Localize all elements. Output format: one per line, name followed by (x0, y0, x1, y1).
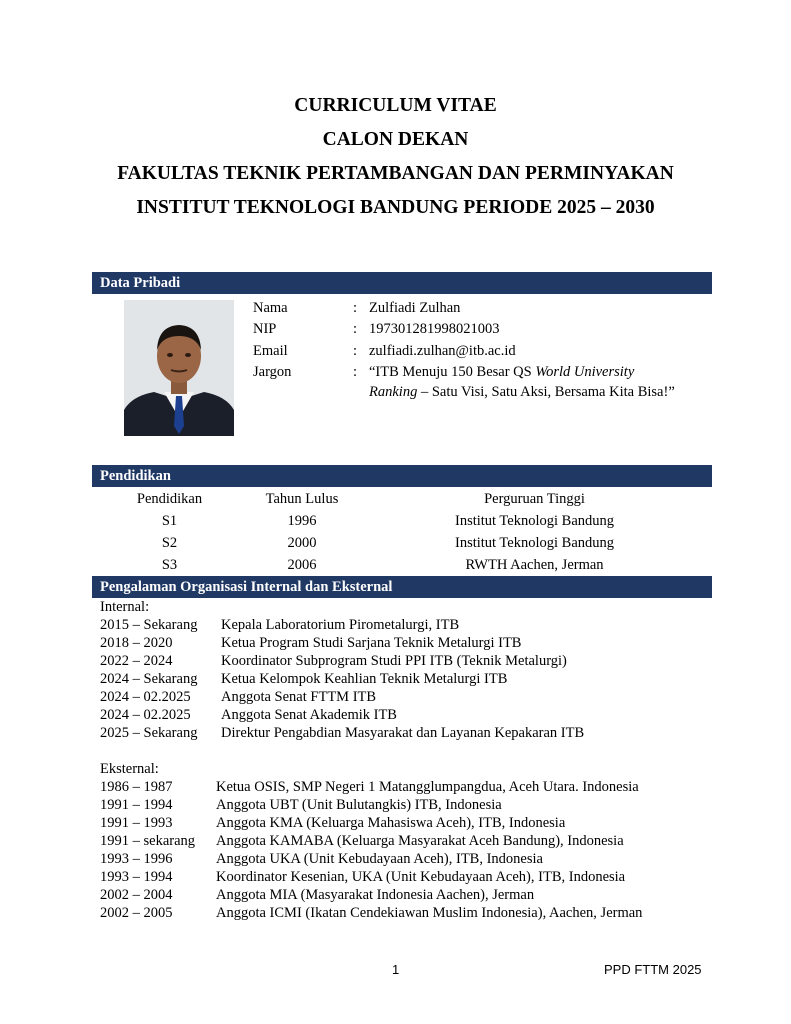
table-row (92, 532, 712, 554)
degree-cell: S1 (161, 513, 178, 529)
page-number: 1 (392, 962, 400, 977)
description: Koordinator Subprogram Studi PPI ITB (Teknik Metalurgi) (221, 653, 567, 669)
period: 1991 – sekarang (100, 833, 196, 849)
jargon-italic-1: World University (535, 364, 635, 380)
year-cell: 2006 (287, 557, 317, 573)
description: Anggota KAMABA (Keluarga Masyarakat Aceh Bandung), Indonesia (216, 833, 624, 849)
year-cell: 2000 (287, 535, 317, 551)
field-colon: : (353, 364, 358, 380)
year-cell: 1996 (287, 513, 317, 529)
title-line-1: CURRICULUM VITAE (294, 95, 497, 116)
field-label: NIP (253, 321, 277, 337)
description: Koordinator Kesenian, UKA (Unit Kebudayaan Aceh), ITB, Indonesia (216, 869, 626, 885)
university-cell: Institut Teknologi Bandung (454, 513, 615, 529)
description: Ketua OSIS, SMP Negeri 1 Matangglumpangdua, Aceh Utara. Indonesia (216, 779, 639, 795)
degree-cell: S3 (161, 557, 178, 573)
table-row (92, 510, 712, 532)
degree-cell: S2 (161, 535, 178, 551)
document-code: PPD FTTM 2025 (604, 962, 702, 977)
column-header: Pendidikan (136, 491, 203, 507)
field-label: Email (253, 343, 288, 359)
period: 1986 – 1987 (100, 779, 173, 795)
section-header-personal: Data Pribadi (92, 272, 712, 294)
description: Anggota MIA (Masyarakat Indonesia Aachen), Jerman (216, 887, 535, 903)
period: 1993 – 1994 (100, 869, 173, 885)
period: 2002 – 2004 (100, 887, 173, 903)
column-header: Tahun Lulus (265, 491, 339, 507)
description: Ketua Program Studi Sarjana Teknik Metalurgi ITB (221, 635, 522, 651)
description: Kepala Laboratorium Pirometalurgi, ITB (221, 617, 460, 633)
jargon-text-end: – Satu Visi, Satu Aksi, Bersama Kita Bisa!” (417, 384, 675, 400)
description: Ketua Kelompok Keahlian Teknik Metalurgi ITB (221, 671, 508, 687)
period: 2024 – Sekarang (100, 671, 198, 687)
profile-photo (124, 300, 234, 436)
period: 2024 – 02.2025 (100, 689, 191, 705)
period: 2018 – 2020 (100, 635, 173, 651)
description: Anggota UKA (Unit Kebudayaan Aceh), ITB, Indonesia (216, 851, 543, 867)
field-value (369, 362, 719, 402)
field-colon: : (353, 321, 358, 337)
document-title (0, 92, 791, 221)
section-header-organization: Pengalaman Organisasi Internal dan Eksternal (92, 576, 712, 598)
description: Direktur Pengabdian Masyarakat dan Layanan Kepakaran ITB (221, 725, 585, 741)
title-line-4: INSTITUT TEKNOLOGI BANDUNG PERIODE 2025 – 2030 (136, 197, 655, 218)
university-cell: Institut Teknologi Bandung (454, 535, 615, 551)
person-portrait-icon (124, 300, 234, 436)
field-value: zulfiadi.zulhan@itb.ac.id (369, 343, 516, 359)
field-value: 197301281998021003 (369, 321, 500, 337)
description: Anggota ICMI (Ikatan Cendekiawan Muslim Indonesia), Aachen, Jerman (216, 905, 643, 921)
period: 2015 – Sekarang (100, 617, 198, 633)
period: 1993 – 1996 (100, 851, 173, 867)
description: Anggota Senat FTTM ITB (221, 689, 377, 705)
education-header-row (92, 488, 712, 510)
section-header-education: Pendidikan (92, 465, 712, 487)
column-header: Perguruan Tinggi (484, 491, 585, 507)
title-line-2: CALON DEKAN (322, 129, 469, 150)
external-label: Eksternal: (100, 761, 159, 777)
field-label: Jargon (253, 364, 292, 380)
jargon-italic-2: Ranking (369, 384, 418, 400)
description: Anggota KMA (Keluarga Mahasiswa Aceh), ITB, Indonesia (216, 815, 566, 831)
period: 2002 – 2005 (100, 905, 173, 921)
period: 1991 – 1994 (100, 797, 173, 813)
internal-label: Internal: (100, 599, 150, 615)
jargon-text-start: “ITB Menuju 150 Besar QS (369, 364, 536, 380)
field-colon: : (353, 300, 358, 316)
field-label: Nama (253, 300, 288, 316)
description: Anggota Senat Akademik ITB (221, 707, 397, 723)
field-colon: : (353, 343, 358, 359)
period: 2024 – 02.2025 (100, 707, 191, 723)
period: 2022 – 2024 (100, 653, 173, 669)
description: Anggota UBT (Unit Bulutangkis) ITB, Indonesia (216, 797, 502, 813)
title-line-3: FAKULTAS TEKNIK PERTAMBANGAN DAN PERMINYAKAN (117, 163, 674, 184)
period: 1991 – 1993 (100, 815, 173, 831)
field-value: Zulfiadi Zulhan (369, 300, 461, 316)
period: 2025 – Sekarang (100, 725, 198, 741)
table-row (92, 554, 712, 576)
university-cell: RWTH Aachen, Jerman (465, 557, 604, 573)
